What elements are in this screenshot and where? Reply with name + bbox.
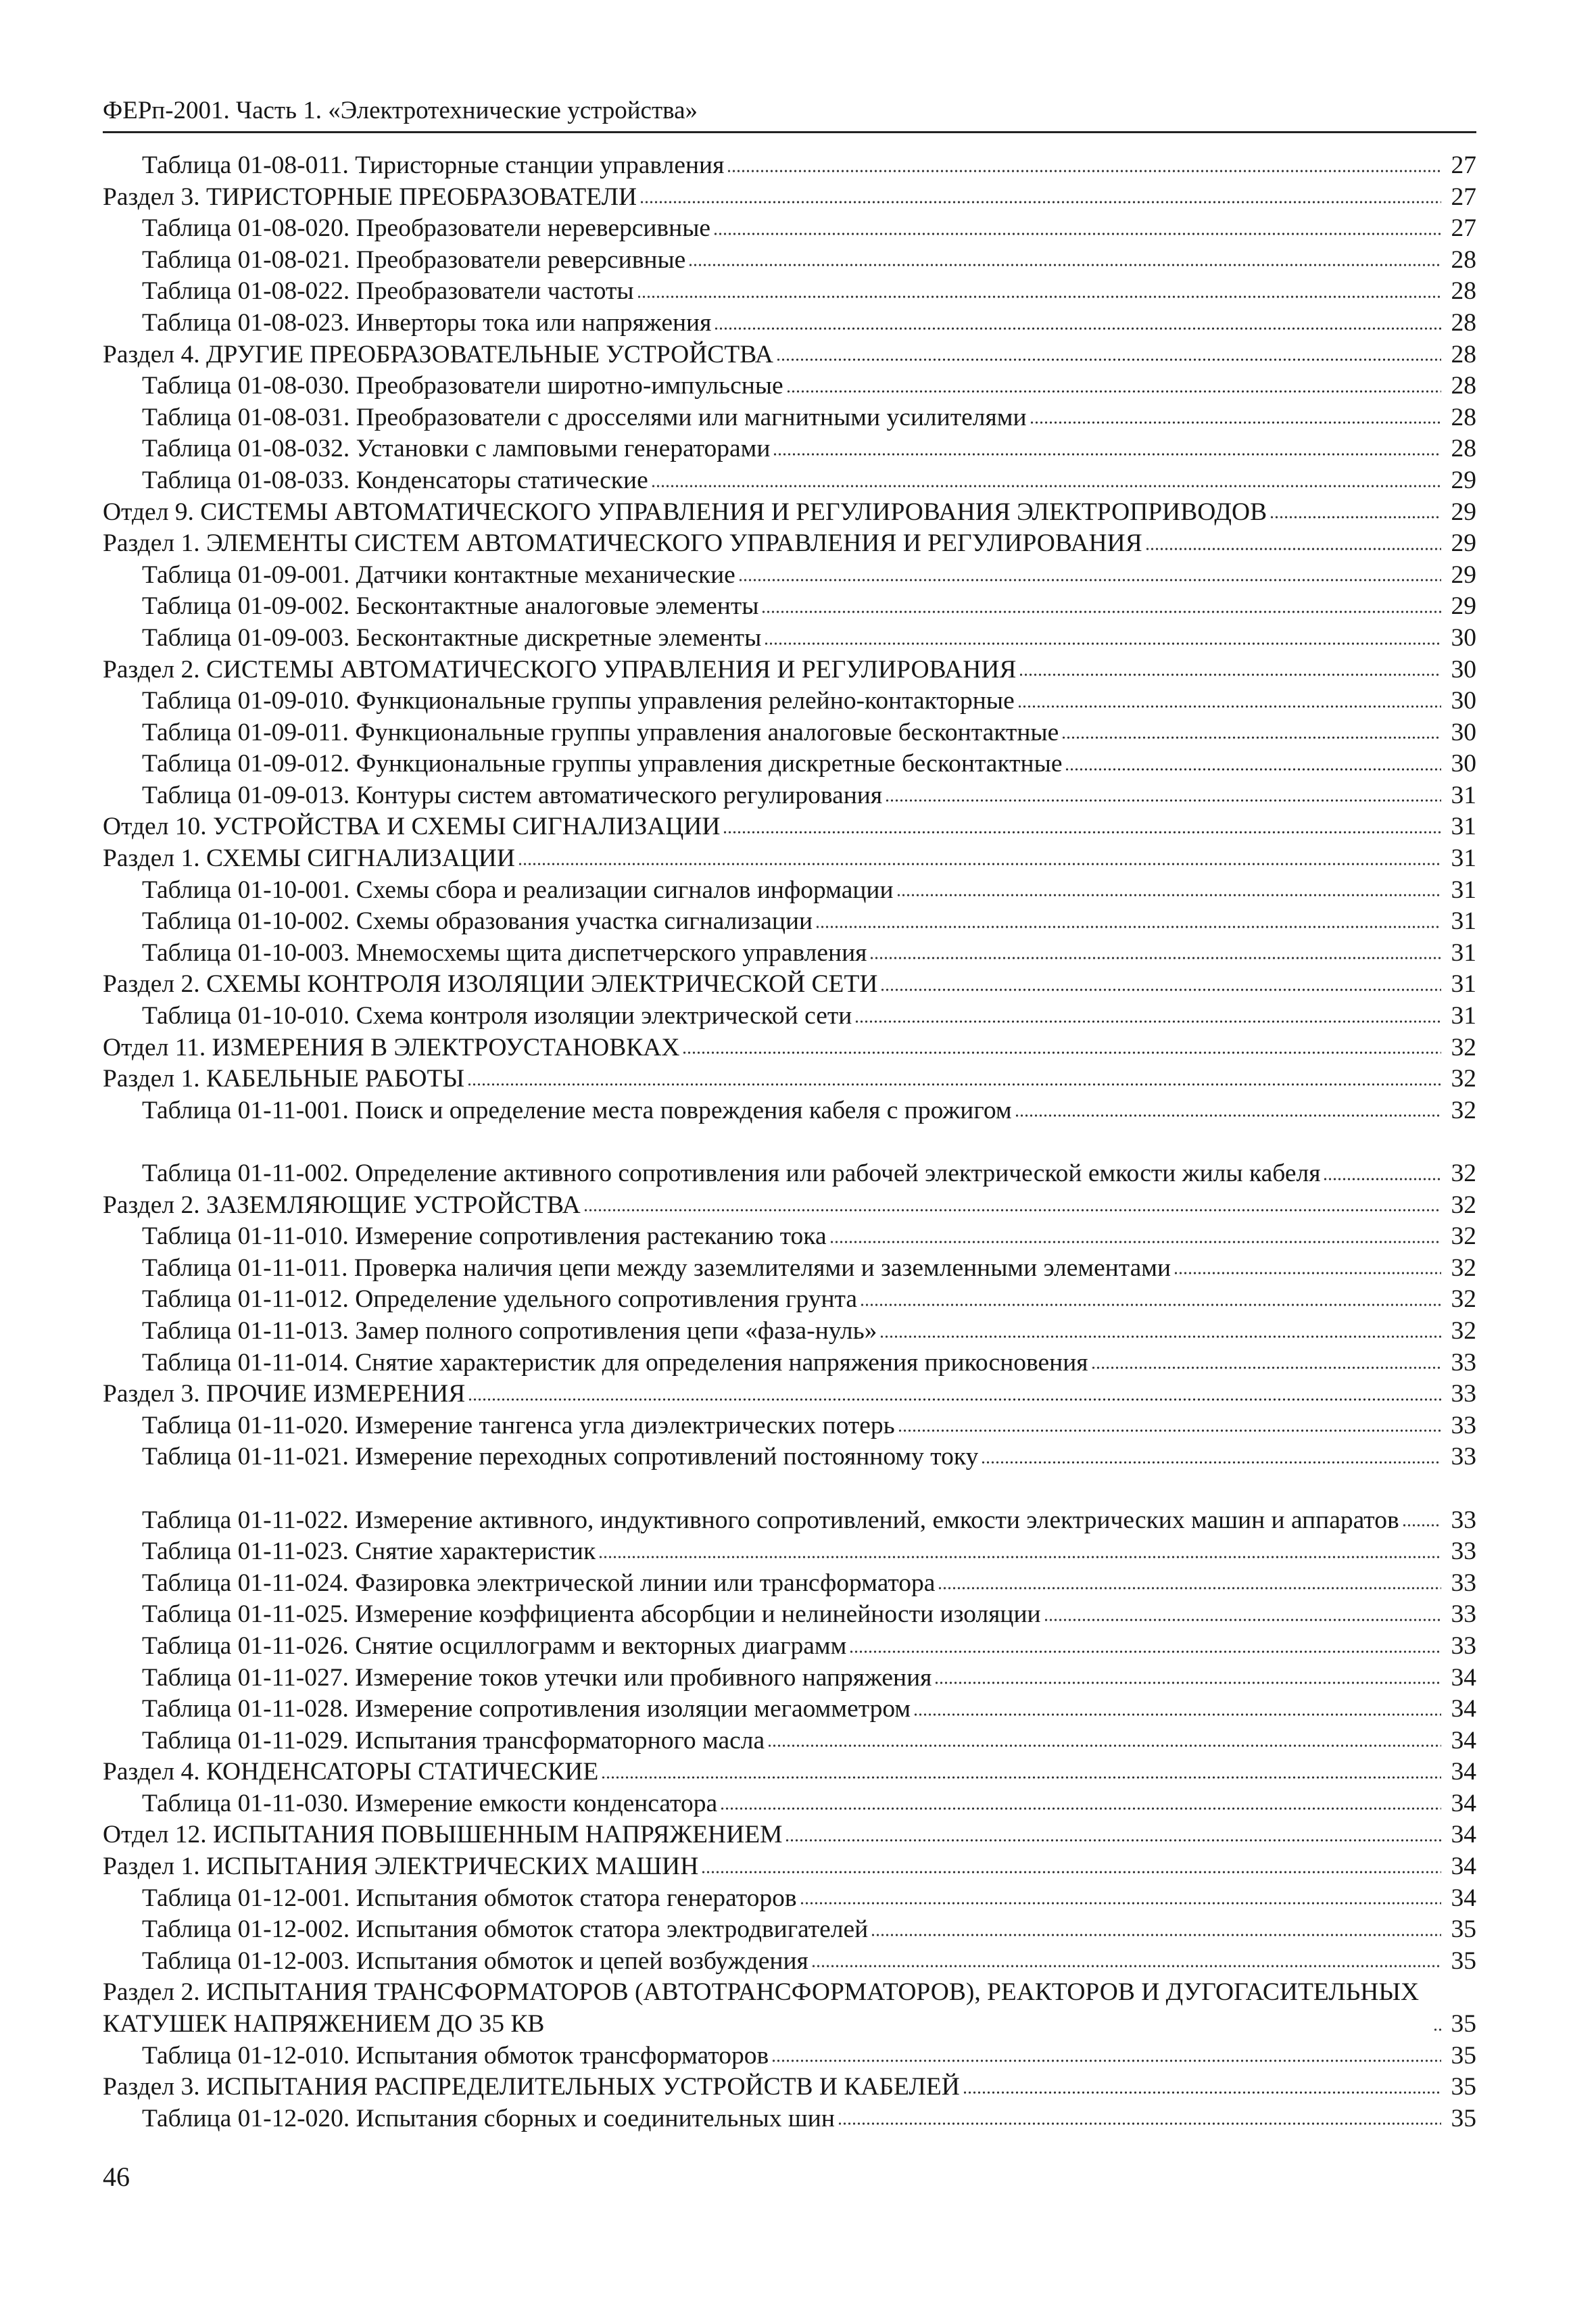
toc-dot-leader	[786, 389, 1441, 394]
toc-section-entry	[103, 654, 1476, 686]
toc-entry-title: Таблица 01-10-002. Схемы образования участка сигнализации	[142, 907, 813, 936]
toc-entry-title: Таблица 01-11-002. Определение активного сопротивления или рабочей электрической емкости жилы кабеля	[142, 1160, 1321, 1187]
toc-entry-page: 30	[1451, 623, 1476, 652]
toc-table-entry	[103, 1599, 1476, 1631]
toc-entry-page: 28	[1451, 435, 1476, 463]
toc-table-entry	[103, 1883, 1476, 1915]
toc-entry-title: Таблица 01-09-011. Функциональные группы управления аналоговые бесконтактные	[142, 718, 1059, 746]
toc-table-entry	[103, 717, 1476, 749]
toc-entry-page: 29	[1451, 466, 1476, 494]
toc-table-entry	[103, 780, 1476, 812]
toc-entry-title: Таблица 01-11-023. Снятие характеристик	[142, 1537, 596, 1566]
toc-entry-title: Таблица 01-08-023. Инверторы тока или напряжения	[142, 308, 712, 337]
toc-entry-title: Таблица 01-08-033. Конденсаторы статические	[142, 466, 648, 494]
toc-table-entry	[103, 1694, 1476, 1725]
toc-entry-page: 31	[1451, 1002, 1476, 1030]
toc-dot-leader	[898, 1428, 1441, 1433]
toc-entry-page: 33	[1451, 1348, 1476, 1377]
toc-entry-title: Таблица 01-08-031. Преобразователи с дросселями или магнитными усилителями	[142, 403, 1027, 431]
toc-entry-title: Таблица 01-11-013. Замер полного сопротивления цепи «фаза-нуль»	[142, 1316, 877, 1345]
toc-table-entry	[103, 2103, 1476, 2135]
toc-entry-title: Таблица 01-11-021. Измерение переходных сопротивлений постоянному току	[142, 1443, 979, 1471]
toc-table-entry	[103, 1284, 1476, 1316]
toc-dot-leader	[981, 1460, 1441, 1465]
toc-table-entry	[103, 1001, 1476, 1032]
toc-entry-page: 27	[1451, 183, 1476, 211]
toc-dot-leader	[727, 168, 1441, 174]
toc-table-entry	[103, 748, 1476, 780]
toc-table-entry	[103, 1126, 1476, 1189]
toc-dot-leader	[1017, 704, 1441, 709]
toc-table-entry	[103, 906, 1476, 938]
toc-entry-title: Таблица 01-10-001. Схемы сбора и реализации сигналов информации	[142, 876, 894, 904]
toc-section-entry	[103, 497, 1476, 529]
toc-dot-leader	[854, 1019, 1441, 1024]
toc-entry-page: 32	[1451, 1191, 1476, 1219]
toc-dot-leader	[869, 955, 1441, 961]
toc-entry-page: 29	[1451, 498, 1476, 526]
toc-entry-title: Раздел 2. ИСПЫТАНИЯ ТРАНСФОРМАТОРОВ (АВТОТРАНСФОРМАТОРОВ), РЕАКТОРОВ И ДУГОГАСИТЕЛЬНЫХ КАТУШЕК НАПРЯЖЕНИЕМ ДО 35 КВ	[103, 1978, 1420, 2038]
toc-dot-leader	[682, 1050, 1441, 1055]
toc-section-entry	[103, 2072, 1476, 2103]
toc-entry-page: 33	[1451, 1380, 1476, 1408]
toc-entry-title: Таблица 01-11-024. Фазировка электрической линии или трансформатора	[142, 1569, 936, 1597]
toc-section-entry	[103, 1851, 1476, 1883]
toc-entry-page: 35	[1451, 1947, 1476, 1975]
toc-entry-page: 32	[1451, 1160, 1476, 1187]
toc-table-entry	[103, 1631, 1476, 1663]
toc-entry-page: 28	[1451, 340, 1476, 368]
toc-entry-page: 31	[1451, 907, 1476, 936]
toc-entry-title: Таблица 01-10-010. Схема контроля изоляции электрической сети	[142, 1002, 852, 1030]
toc-entry-page: 30	[1451, 655, 1476, 684]
toc-entry-title: Раздел 3. ПРОЧИЕ ИЗМЕРЕНИЯ	[103, 1380, 466, 1408]
toc-entry-page: 28	[1451, 308, 1476, 337]
toc-entry-title: Таблица 01-11-001. Поиск и определение места повреждения кабеля с прожигом	[142, 1096, 1012, 1124]
toc-table-entry	[103, 1663, 1476, 1694]
toc-entry-page: 29	[1451, 592, 1476, 621]
toc-entry-title: Отдел 10. УСТРОЙСТВА И СХЕМЫ СИГНАЛИЗАЦИИ	[103, 813, 721, 841]
toc-entry-page: 33	[1451, 1600, 1476, 1629]
toc-entry-page: 32	[1451, 1222, 1476, 1251]
toc-entry-title: Таблица 01-11-014. Снятие характеристик для определения напряжения прикосновения	[142, 1348, 1088, 1377]
toc-entry-title: Раздел 1. КАБЕЛЬНЫЕ РАБОТЫ	[103, 1065, 465, 1093]
toc-section-entry	[103, 528, 1476, 560]
toc-dot-leader	[1145, 546, 1441, 552]
toc-entry-page: 34	[1451, 1884, 1476, 1912]
toc-entry-title: Раздел 3. ТИРИСТОРНЫЕ ПРЕОБРАЗОВАТЕЛИ	[103, 183, 637, 211]
toc-table-entry	[103, 938, 1476, 970]
toc-entry-page: 27	[1451, 151, 1476, 179]
toc-table-entry	[103, 560, 1476, 592]
toc-section-entry	[103, 1190, 1476, 1222]
toc-entry-title: Отдел 9. СИСТЕМЫ АВТОМАТИЧЕСКОГО УПРАВЛЕНИЯ И РЕГУЛИРОВАНИЯ ЭЛЕКТРОПРИВОДОВ	[103, 498, 1267, 526]
page-number: 46	[103, 2162, 130, 2192]
toc-section-entry	[103, 1032, 1476, 1064]
toc-dot-leader	[938, 1585, 1441, 1591]
toc-dot-leader	[764, 641, 1441, 646]
toc-dot-leader	[1065, 767, 1441, 772]
toc-entry-page: 28	[1451, 403, 1476, 431]
toc-section-entry	[103, 1819, 1476, 1851]
toc-table-entry	[103, 1441, 1476, 1473]
toc-dot-leader	[761, 609, 1441, 615]
toc-entry-title: Таблица 01-12-002. Испытания обмоток статора электродвигателей	[142, 1915, 869, 1944]
toc-entry-title: Таблица 01-11-028. Измерение сопротивления изоляции мегаомметром	[142, 1695, 911, 1723]
toc-entry-title: Раздел 2. ЗАЗЕМЛЯЮЩИЕ УСТРОЙСТВА	[103, 1191, 581, 1219]
toc-entry-page: 34	[1451, 1726, 1476, 1755]
toc-table-entry	[103, 1347, 1476, 1379]
toc-entry-page: 32	[1451, 1285, 1476, 1314]
toc-dot-leader	[720, 1806, 1441, 1811]
toc-dot-leader	[767, 1743, 1441, 1748]
toc-dot-leader	[880, 987, 1441, 993]
toc-entry-page: 28	[1451, 245, 1476, 274]
toc-table-entry	[103, 213, 1476, 245]
toc-table-entry	[103, 2040, 1476, 2072]
toc-entry-page: 34	[1451, 1758, 1476, 1786]
toc-entry-page: 33	[1451, 1537, 1476, 1566]
toc-dot-leader	[714, 326, 1441, 331]
toc-section-entry	[103, 843, 1476, 875]
toc-entry-page: 34	[1451, 1695, 1476, 1723]
toc-dot-leader	[800, 1901, 1441, 1906]
toc-dot-leader	[871, 1932, 1441, 1938]
toc-table-entry	[103, 1788, 1476, 1820]
toc-entry-page: 32	[1451, 1254, 1476, 1282]
toc-entry-page: 32	[1451, 1316, 1476, 1345]
toc-entry-title: Таблица 01-10-003. Мнемосхемы щита диспетчерского управления	[142, 938, 867, 967]
toc-entry-title: Таблица 01-11-022. Измерение активного, индуктивного сопротивлений, емкости электрических машин и аппаратов	[142, 1506, 1399, 1534]
toc-entry-title: Раздел 4. ДРУГИЕ ПРЕОБРАЗОВАТЕЛЬНЫЕ УСТРОЙСТВА	[103, 340, 773, 368]
toc-dot-leader	[913, 1712, 1441, 1717]
toc-entry-title: Таблица 01-09-013. Контуры систем автоматического регулирования	[142, 781, 883, 809]
toc-entry-page: 33	[1451, 1443, 1476, 1471]
toc-table-entry	[103, 1473, 1476, 1536]
toc-dot-leader	[963, 2090, 1441, 2095]
toc-entry-page: 32	[1451, 1065, 1476, 1093]
toc-table-entry	[103, 1316, 1476, 1347]
toc-entry-page: 29	[1451, 529, 1476, 558]
toc-table-entry	[103, 1410, 1476, 1442]
toc-dot-leader	[829, 1239, 1441, 1245]
toc-table-entry	[103, 245, 1476, 277]
toc-entry-title: Раздел 1. ЭЛЕМЕНТЫ СИСТЕМ АВТОМАТИЧЕСКОГО УПРАВЛЕНИЯ И РЕГУЛИРОВАНИЯ	[103, 529, 1142, 558]
toc-entry-title: Таблица 01-08-020. Преобразователи нереверсивные	[142, 214, 711, 243]
toc-section-entry	[103, 1379, 1476, 1410]
toc-entry-page: 28	[1451, 372, 1476, 400]
toc-entry-title: Раздел 1. ИСПЫТАНИЯ ЭЛЕКТРИЧЕСКИХ МАШИН	[103, 1853, 699, 1881]
toc-dot-leader	[639, 199, 1441, 205]
toc-section-entry	[103, 182, 1476, 214]
toc-dot-leader	[879, 1334, 1441, 1339]
toc-entry-page: 31	[1451, 876, 1476, 904]
toc-entry-title: Таблица 01-12-020. Испытания сборных и соединительных шин	[142, 2104, 835, 2132]
toc-table-entry	[103, 875, 1476, 907]
toc-entry-page: 31	[1451, 970, 1476, 999]
toc-entry-title: Таблица 01-11-010. Измерение сопротивления растеканию тока	[142, 1222, 827, 1251]
toc-entry-page: 35	[1451, 2073, 1476, 2101]
toc-table-entry	[103, 686, 1476, 717]
toc-entry-title: Таблица 01-09-012. Функциональные группы управления дискретные бесконтактные	[142, 750, 1063, 778]
toc-dot-leader	[1091, 1365, 1441, 1370]
toc-entry-page: 34	[1451, 1821, 1476, 1849]
toc-section-entry	[103, 969, 1476, 1001]
toc-table-entry	[103, 1536, 1476, 1568]
toc-dot-leader	[1030, 420, 1441, 425]
toc-table-entry	[103, 1253, 1476, 1285]
toc-entry-title: Таблица 01-11-026. Снятие осциллограмм и векторных диаграмм	[142, 1631, 847, 1660]
toc-entry-page: 35	[1451, 2010, 1476, 2038]
toc-entry-title: Таблица 01-09-003. Бесконтактные дискретные элементы	[142, 623, 762, 652]
toc-section-entry	[103, 1977, 1476, 2040]
header-rule	[103, 131, 1476, 133]
toc-dot-leader	[885, 798, 1441, 803]
toc-entry-title: Раздел 1. СХЕМЫ СИГНАЛИЗАЦИИ	[103, 844, 515, 873]
toc-table-entry	[103, 402, 1476, 434]
toc-dot-leader	[838, 2121, 1441, 2126]
toc-table-entry	[103, 308, 1476, 339]
toc-dot-leader	[583, 1208, 1441, 1213]
toc-table-entry	[103, 150, 1476, 182]
toc-table-entry	[103, 276, 1476, 308]
toc-entry-page: 30	[1451, 718, 1476, 746]
toc-section-entry	[103, 811, 1476, 843]
toc-entry-page: 34	[1451, 1853, 1476, 1881]
toc-dot-leader	[1269, 515, 1441, 520]
toc-table-entry	[103, 433, 1476, 465]
toc-dot-leader	[860, 1302, 1441, 1308]
toc-entry-title: Раздел 2. СИСТЕМЫ АВТОМАТИЧЕСКОГО УПРАВЛЕНИЯ И РЕГУЛИРОВАНИЯ	[103, 655, 1017, 684]
toc-entry-page: 34	[1451, 1789, 1476, 1817]
toc-entry-title: Таблица 01-12-001. Испытания обмоток статора генераторов	[142, 1884, 797, 1912]
toc-table-entry	[103, 1914, 1476, 1946]
toc-dot-leader	[637, 294, 1441, 300]
toc-table-entry	[103, 1221, 1476, 1253]
toc-entry-title: Отдел 12. ИСПЫТАНИЯ ПОВЫШЕННЫМ НАПРЯЖЕНИЕМ	[103, 1821, 783, 1849]
toc-dot-leader	[1019, 672, 1441, 677]
toc-entry-page: 30	[1451, 687, 1476, 715]
toc-dot-leader	[1174, 1270, 1441, 1276]
toc-entry-title: Таблица 01-11-025. Измерение коэффициента абсорбции и нелинейности изоляции	[142, 1600, 1041, 1629]
toc-entry-page: 33	[1451, 1569, 1476, 1597]
toc-dot-leader	[518, 861, 1441, 867]
running-header: ФЕРп-2001. Часть 1. «Электротехнические устройства»	[103, 97, 698, 124]
toc-entry-title: Раздел 4. КОНДЕНСАТОРЫ СТАТИЧЕСКИЕ	[103, 1758, 599, 1786]
toc-entry-page: 35	[1451, 2104, 1476, 2132]
toc-entry-page: 29	[1451, 560, 1476, 589]
toc-dot-leader	[701, 1869, 1441, 1875]
toc-entry-page: 32	[1451, 1096, 1476, 1124]
toc-dot-leader	[1044, 1617, 1441, 1623]
toc-entry-title: Таблица 01-11-030. Измерение емкости конденсатора	[142, 1789, 718, 1817]
toc-entry-title: Раздел 3. ИСПЫТАНИЯ РАСПРЕДЕЛИТЕЛЬНЫХ УСТРОЙСТВ И КАБЕЛЕЙ	[103, 2073, 960, 2101]
toc-section-entry	[103, 1064, 1476, 1095]
toc-entry-title: Таблица 01-11-027. Измерение токов утечки или пробивного напряжения	[142, 1663, 932, 1692]
toc-table-entry	[103, 1568, 1476, 1600]
toc-dot-leader	[849, 1649, 1441, 1654]
toc-table-entry	[103, 623, 1476, 654]
toc-dot-leader	[651, 483, 1441, 489]
toc-entry-title: Раздел 2. СХЕМЫ КОНТРОЛЯ ИЗОЛЯЦИИ ЭЛЕКТРИЧЕСКОЙ СЕТИ	[103, 970, 878, 999]
toc-entry-title: Таблица 01-09-010. Функциональные группы управления релейно-контакторные	[142, 687, 1015, 715]
toc-entry-title: Таблица 01-11-020. Измерение тангенса угла диэлектрических потерь	[142, 1411, 895, 1439]
toc-dot-leader	[601, 1775, 1441, 1780]
toc-section-entry	[103, 1757, 1476, 1788]
toc-entry-title: Таблица 01-08-030. Преобразователи широтно-импульсные	[142, 372, 783, 400]
toc-dot-leader	[598, 1554, 1441, 1560]
toc-entry-page: 32	[1451, 1033, 1476, 1061]
toc-entry-title: Таблица 01-08-032. Установки с ламповыми генераторами	[142, 435, 771, 463]
toc-dot-leader	[738, 577, 1441, 583]
toc-dot-leader	[1402, 1523, 1441, 1528]
toc-dot-leader	[467, 1082, 1441, 1087]
toc-entry-page: 30	[1451, 750, 1476, 778]
toc-entry-title: Таблица 01-11-012. Определение удельного сопротивления грунта	[142, 1285, 858, 1314]
toc-entry-page: 34	[1451, 1663, 1476, 1692]
toc-entry-page: 31	[1451, 781, 1476, 809]
toc-entry-page: 33	[1451, 1631, 1476, 1660]
toc-dot-leader	[785, 1838, 1441, 1843]
toc-dot-leader	[1433, 2027, 1441, 2032]
toc-table-entry	[103, 465, 1476, 497]
toc-dot-leader	[896, 892, 1441, 898]
toc-entry-page: 31	[1451, 938, 1476, 967]
toc-entry-page: 31	[1451, 813, 1476, 841]
toc-table-entry	[103, 591, 1476, 623]
toc-table-entry	[103, 1725, 1476, 1757]
toc-entry-title: Таблица 01-12-003. Испытания обмоток и цепей возбуждения	[142, 1947, 808, 1975]
toc-dot-leader	[771, 2058, 1441, 2063]
toc-entry-page: 35	[1451, 2041, 1476, 2070]
toc-entry-title: Таблица 01-08-021. Преобразователи реверсивные	[142, 245, 686, 274]
toc-dot-leader	[1323, 1176, 1441, 1182]
toc-entry-title: Таблица 01-09-001. Датчики контактные механические	[142, 560, 735, 589]
table-of-contents	[103, 150, 1476, 2134]
toc-entry-title: Таблица 01-08-022. Преобразователи частоты	[142, 277, 634, 306]
toc-entry-page: 33	[1451, 1411, 1476, 1439]
toc-entry-page: 33	[1451, 1506, 1476, 1534]
toc-dot-leader	[776, 357, 1441, 362]
toc-dot-leader	[773, 452, 1441, 457]
toc-table-entry	[103, 1095, 1476, 1127]
toc-entry-title: Таблица 01-09-002. Бесконтактные аналоговые элементы	[142, 592, 759, 621]
toc-entry-page: 27	[1451, 214, 1476, 243]
toc-dot-leader	[811, 1963, 1441, 1969]
toc-dot-leader	[713, 231, 1441, 237]
toc-entry-title: Таблица 01-11-029. Испытания трансформаторного масла	[142, 1726, 765, 1755]
toc-table-entry	[103, 1946, 1476, 1978]
toc-section-entry	[103, 339, 1476, 371]
toc-dot-leader	[815, 924, 1441, 930]
toc-entry-page: 35	[1451, 1915, 1476, 1944]
toc-dot-leader	[688, 262, 1441, 268]
toc-dot-leader	[1061, 735, 1441, 740]
toc-table-entry	[103, 371, 1476, 402]
toc-entry-title: Отдел 11. ИЗМЕРЕНИЯ В ЭЛЕКТРОУСТАНОВКАХ	[103, 1033, 680, 1061]
toc-entry-title: Таблица 01-11-011. Проверка наличия цепи между заземлителями и заземленными элементами	[142, 1254, 1171, 1282]
toc-dot-leader	[1015, 1113, 1441, 1118]
toc-entry-title: Таблица 01-12-010. Испытания обмоток трансформаторов	[142, 2041, 769, 2070]
toc-entry-page: 31	[1451, 844, 1476, 873]
toc-dot-leader	[934, 1680, 1441, 1686]
toc-dot-leader	[723, 830, 1441, 835]
toc-entry-title: Таблица 01-08-011. Тиристорные станции управления	[142, 151, 725, 179]
toc-entry-page: 28	[1451, 277, 1476, 306]
toc-dot-leader	[468, 1397, 1441, 1402]
